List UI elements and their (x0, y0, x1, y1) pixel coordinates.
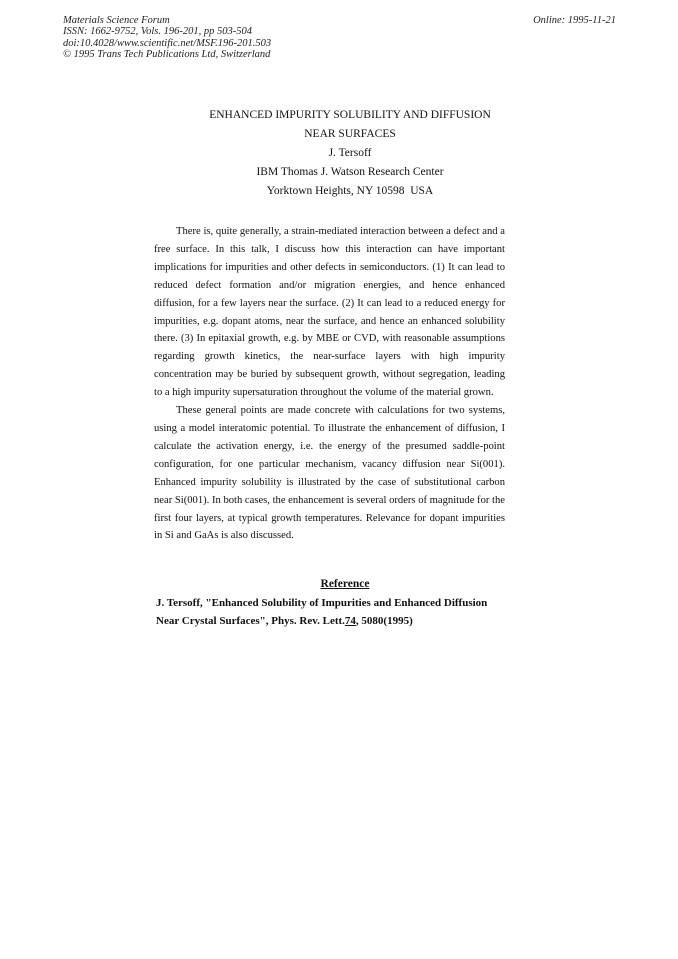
online-date: Online: 1995-11-21 (533, 15, 616, 26)
title-block (100, 106, 600, 201)
doi-line: doi:10.4028/www.scientific.net/MSF.196-201.503 (63, 37, 272, 49)
journal-header (63, 15, 271, 61)
copyright-line: © 1995 Trans Tech Publications Ltd, Switzerland (63, 49, 271, 61)
journal-name: Materials Science Forum (63, 15, 170, 26)
reference-line-2-prefix: Near Crystal Surfaces", Phys. Rev. Lett. (156, 615, 345, 627)
reference-line-2-suffix: , 5080(1995) (355, 615, 413, 627)
reference-line-2 (156, 612, 536, 630)
reference-heading: Reference (320, 578, 370, 590)
abstract-paragraph-1: There is, quite generally, a strain-mediated interaction between a defect and a free surface. In this talk, I discuss how this interaction can have important implications for impurities and other defects in semiconductors. (1) It can lead to reduced defect formation and/or migration energies, and hence enhanced diffusion, for a few layers near the surface. (2) It can lead to a reduced energy for impurities, e.g. dopant atoms, near the surface, and hence an enhanced solubility there. (3) In epitaxial growth, e.g. by MBE or CVD, with reasonable assumptions regarding growth kinetics, the near-surface layers with high impurity concentration may be buried by subsequent growth, without segregation, leading to a high impurity supersaturation throughout the volume of the material grown. (154, 226, 505, 399)
reference-volume: 74 (344, 615, 356, 627)
abstract-paragraph-2: These general points are made concrete with calculations for two systems, using a model interatomic potential. To illustrate the enhancement of diffusion, I calculate the activation energy, i.e. the energy of the presumed saddle-point configuration, for one particular mechanism, vacancy diffusion near Si(001). Enhanced impurity solubility is illustrated by the case of substitutional carbon near Si(001). In both cases, the enhancement is several orders of magnitude for the first four layers, at typical growth temperatures. Relevance for dopant impurities in Si and GaAs is also discussed. (154, 405, 505, 542)
paper-title-line-2: NEAR SURFACES (304, 128, 396, 140)
address: Yorktown Heights, NY 10598 USA (266, 185, 434, 197)
paper-title-line-1: ENHANCED IMPURITY SOLUBILITY AND DIFFUSION (209, 109, 491, 121)
abstract-body (154, 223, 505, 545)
reference-entry (156, 594, 536, 630)
reference-line-1: J. Tersoff, "Enhanced Solubility of Impurities and Enhanced Diffusion (156, 597, 488, 609)
author: J. Tersoff (328, 147, 372, 159)
affiliation: IBM Thomas J. Watson Research Center (256, 166, 444, 178)
issn-line: ISSN: 1662-9752, Vols. 196-201, pp 503-504 (63, 26, 252, 38)
